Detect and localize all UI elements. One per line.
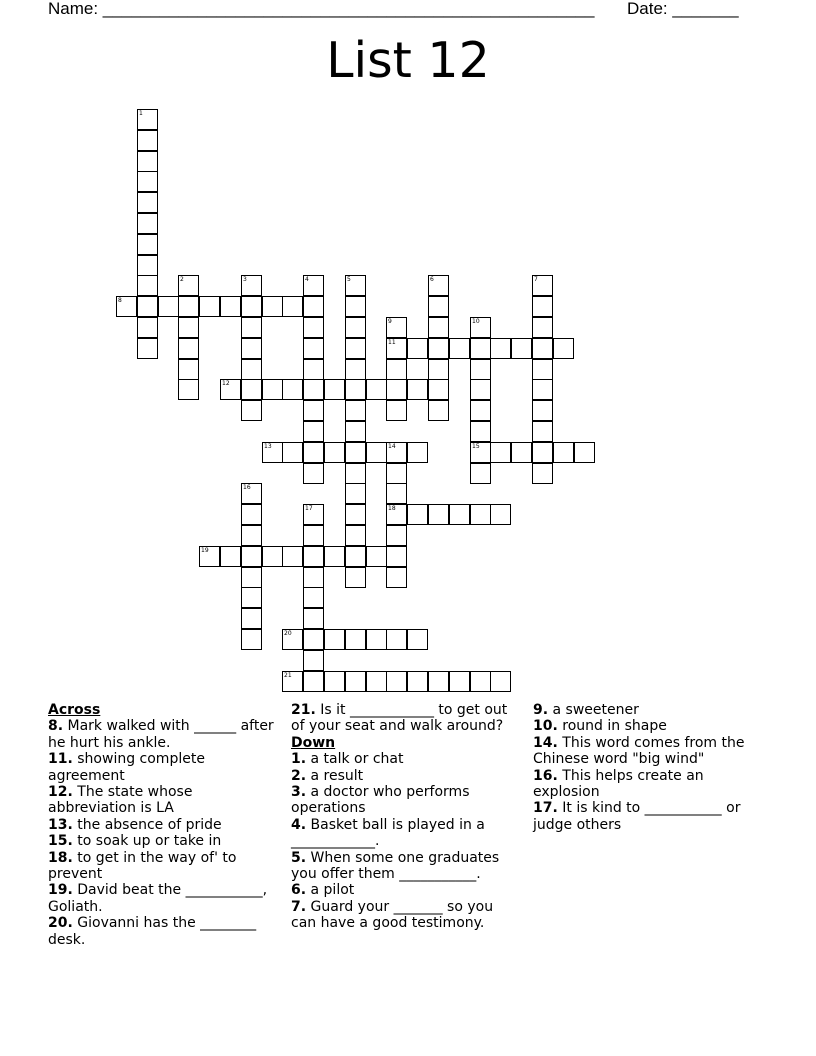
grid-cell[interactable] [199,296,220,317]
clue-down-6: 6. a pilot [291,882,355,899]
grid-cell[interactable] [220,379,241,400]
grid-cell[interactable] [303,463,324,484]
grid-cell[interactable] [282,671,303,692]
grid-cell[interactable] [303,317,324,338]
clue-down-5: 5. When some one graduates you offer them ___________. [291,849,500,883]
grid-cell[interactable] [303,567,324,588]
grid-cell[interactable] [345,442,366,463]
grid-cell[interactable] [282,546,303,567]
grid-cell[interactable] [386,546,407,567]
clue-down-1: 1. a talk or chat [291,751,404,768]
grid-cell[interactable] [386,400,407,421]
grid-cell[interactable] [345,525,366,546]
cell-number: 9 [388,318,392,325]
grid-cell[interactable] [137,296,158,317]
grid-cell[interactable] [532,359,553,380]
grid-cell[interactable] [428,504,449,525]
cell-number: 17 [305,505,313,512]
clue-across-19: 19. David beat the ___________, Goliath. [48,882,268,915]
grid-cell[interactable] [241,587,262,608]
name-field[interactable]: Name: ____________________________________________________ [48,0,595,18]
clue-across-18: 18. to get in the way of' to prevent [48,849,237,883]
grid-cell[interactable] [366,442,387,463]
cell-number: 19 [201,547,209,554]
grid-cell[interactable] [178,338,199,359]
grid-cell[interactable] [345,629,366,650]
cell-number: 11 [388,339,396,346]
grid-cell[interactable] [241,504,262,525]
grid-cell[interactable] [532,421,553,442]
grid-cell[interactable] [386,463,407,484]
clue-down-4: 4. Basket ball is played in a ____________. [291,816,485,850]
grid-cell[interactable] [137,255,158,276]
grid-cell[interactable] [386,483,407,504]
grid-cell[interactable] [137,234,158,255]
grid-cell[interactable] [386,442,407,463]
grid-cell[interactable] [470,442,491,463]
grid-cell[interactable] [303,338,324,359]
clues-column-3 [533,702,768,833]
grid-cell[interactable] [303,421,324,442]
grid-cell[interactable] [470,504,491,525]
grid-cell[interactable] [532,463,553,484]
grid-cell[interactable] [178,275,199,296]
grid-cell[interactable] [262,546,283,567]
grid-cell[interactable] [345,275,366,296]
cell-number: 4 [305,276,309,283]
grid-cell[interactable] [470,671,491,692]
cell-number: 15 [472,443,480,450]
grid-cell[interactable] [490,442,511,463]
grid-cell[interactable] [137,213,158,234]
cell-number: 13 [264,443,272,450]
grid-cell[interactable] [386,525,407,546]
grid-cell[interactable] [137,192,158,213]
clue-down-16: 16. This helps create an explosion [533,767,704,801]
grid-cell[interactable] [137,338,158,359]
grid-cell[interactable] [345,504,366,525]
cell-number: 5 [347,276,351,283]
grid-cell[interactable] [428,379,449,400]
grid-cell[interactable] [303,671,324,692]
grid-cell[interactable] [199,546,220,567]
grid-cell[interactable] [241,629,262,650]
cell-number: 2 [180,276,184,283]
grid-cell[interactable] [303,650,324,671]
clue-across-13: 13. the absence of pride [48,816,222,833]
grid-cell[interactable] [303,525,324,546]
grid-cell[interactable] [511,442,532,463]
grid-cell[interactable] [137,130,158,151]
cell-number: 6 [430,276,434,283]
down-heading: Down [291,734,336,751]
grid-cell[interactable] [178,296,199,317]
grid-cell[interactable] [303,275,324,296]
clue-down-3: 3. a doctor who performs operations [291,784,470,817]
grid-cell[interactable] [449,338,470,359]
grid-cell[interactable] [366,546,387,567]
grid-cell[interactable] [324,379,345,400]
grid-cell[interactable] [532,275,553,296]
grid-cell[interactable] [532,317,553,338]
grid-cell[interactable] [178,379,199,400]
grid-cell[interactable] [407,671,428,692]
clues-column-2 [291,702,516,932]
page-title: List 12 [326,32,490,89]
grid-cell[interactable] [241,296,262,317]
grid-cell[interactable] [324,442,345,463]
grid-cell[interactable] [116,296,137,317]
grid-cell[interactable] [428,400,449,421]
grid-cell[interactable] [303,546,324,567]
clue-across-12: 12. The state whose abbreviation is LA [48,784,193,817]
grid-cell[interactable] [407,629,428,650]
grid-cell[interactable] [303,504,324,525]
grid-cell[interactable] [407,338,428,359]
grid-cell[interactable] [366,379,387,400]
grid-cell[interactable] [532,400,553,421]
grid-cell[interactable] [137,275,158,296]
clues-column-1 [48,702,278,948]
grid-cell[interactable] [324,629,345,650]
grid-cell[interactable] [366,671,387,692]
date-field[interactable]: Date: _______ [627,0,739,18]
grid-cell[interactable] [470,317,491,338]
grid-cell[interactable] [386,567,407,588]
grid-cell[interactable] [386,379,407,400]
grid-cell[interactable] [241,567,262,588]
grid-cell[interactable] [282,296,303,317]
grid-cell[interactable] [303,608,324,629]
cell-number: 7 [534,276,538,283]
clue-down-17: 17. It is kind to ___________ or judge others [533,800,741,833]
grid-cell[interactable] [241,483,262,504]
grid-cell[interactable] [386,504,407,525]
grid-cell[interactable] [345,463,366,484]
cell-number: 18 [388,505,396,512]
grid-cell[interactable] [137,171,158,192]
grid-cell[interactable] [407,442,428,463]
grid-cell[interactable] [386,317,407,338]
grid-cell[interactable] [553,338,574,359]
grid-cell[interactable] [158,296,179,317]
grid-cell[interactable] [345,400,366,421]
grid-cell[interactable] [282,379,303,400]
grid-cell[interactable] [303,629,324,650]
clue-across-20: 20. Giovanni has the ________ desk. [48,915,257,948]
grid-cell[interactable] [449,504,470,525]
grid-cell[interactable] [366,629,387,650]
grid-cell[interactable] [137,109,158,130]
grid-cell[interactable] [345,546,366,567]
grid-cell[interactable] [303,400,324,421]
clue-down-9: 9. a sweetener [533,702,639,718]
grid-cell[interactable] [241,400,262,421]
grid-cell[interactable] [345,421,366,442]
grid-cell[interactable] [532,338,553,359]
grid-cell[interactable] [428,671,449,692]
grid-cell[interactable] [241,525,262,546]
grid-cell[interactable] [428,317,449,338]
grid-cell[interactable] [137,151,158,172]
grid-cell[interactable] [137,317,158,338]
grid-cell[interactable] [470,400,491,421]
grid-cell[interactable] [303,442,324,463]
grid-cell[interactable] [241,275,262,296]
grid-cell[interactable] [386,359,407,380]
clue-across-8: 8. Mark walked with ______ after he hurt his ankle. [48,718,274,751]
grid-cell[interactable] [428,275,449,296]
grid-cell[interactable] [532,296,553,317]
grid-cell[interactable] [178,317,199,338]
grid-cell[interactable] [490,338,511,359]
cell-number: 14 [388,443,396,450]
grid-cell[interactable] [470,338,491,359]
clue-across-15: 15. to soak up or take in [48,833,222,850]
grid-cell[interactable] [574,442,595,463]
grid-cell[interactable] [324,671,345,692]
grid-cell[interactable] [345,317,366,338]
grid-cell[interactable] [220,546,241,567]
cell-number: 1 [139,110,143,117]
cell-number: 20 [284,630,292,637]
grid-cell[interactable] [345,483,366,504]
grid-cell[interactable] [345,338,366,359]
grid-cell[interactable] [470,359,491,380]
grid-cell[interactable] [262,379,283,400]
grid-cell[interactable] [490,671,511,692]
across-heading: Across [48,702,101,718]
grid-cell[interactable] [241,338,262,359]
grid-cell[interactable] [532,379,553,400]
grid-cell[interactable] [241,546,262,567]
cell-number: 16 [243,484,251,491]
grid-cell[interactable] [262,442,283,463]
grid-cell[interactable] [303,587,324,608]
grid-cell[interactable] [532,442,553,463]
cell-number: 10 [472,318,480,325]
grid-cell[interactable] [428,338,449,359]
clue-down-2: 2. a result [291,767,364,784]
grid-cell[interactable] [282,442,303,463]
grid-cell[interactable] [449,671,470,692]
grid-cell[interactable] [345,359,366,380]
grid-cell[interactable] [241,379,262,400]
clue-across-11: 11. showing complete agreement [48,751,205,784]
grid-cell[interactable] [303,379,324,400]
grid-cell[interactable] [470,421,491,442]
clue-down-14: 14. This word comes from the Chinese word "big wind" [533,734,745,768]
cell-number: 3 [243,276,247,283]
clue-across-21: 21. Is it ____________ to get out of your seat and walk around? [291,702,508,735]
grid-cell[interactable] [386,671,407,692]
cell-number: 12 [222,380,230,387]
grid-cell[interactable] [345,296,366,317]
grid-cell[interactable] [241,608,262,629]
clue-down-10: 10. round in shape [533,718,667,735]
grid-cell[interactable] [386,629,407,650]
grid-cell[interactable] [470,463,491,484]
grid-cell[interactable] [282,629,303,650]
grid-cell[interactable] [345,379,366,400]
grid-cell[interactable] [241,359,262,380]
grid-cell[interactable] [470,379,491,400]
grid-cell[interactable] [324,546,345,567]
clue-down-7: 7. Guard your _______ so you can have a good testimony. [291,898,494,932]
grid-cell[interactable] [553,442,574,463]
grid-cell[interactable] [303,359,324,380]
cell-number: 8 [118,297,122,304]
grid-cell[interactable] [511,338,532,359]
grid-cell[interactable] [407,504,428,525]
grid-cell[interactable] [262,296,283,317]
cell-number: 21 [284,672,292,679]
grid-cell[interactable] [490,504,511,525]
grid-cell[interactable] [178,359,199,380]
grid-cell[interactable] [428,296,449,317]
grid-cell[interactable] [407,379,428,400]
grid-cell[interactable] [345,567,366,588]
grid-cell[interactable] [241,317,262,338]
grid-cell[interactable] [428,359,449,380]
grid-cell[interactable] [345,671,366,692]
grid-cell[interactable] [220,296,241,317]
grid-cell[interactable] [303,296,324,317]
grid-cell[interactable] [386,338,407,359]
